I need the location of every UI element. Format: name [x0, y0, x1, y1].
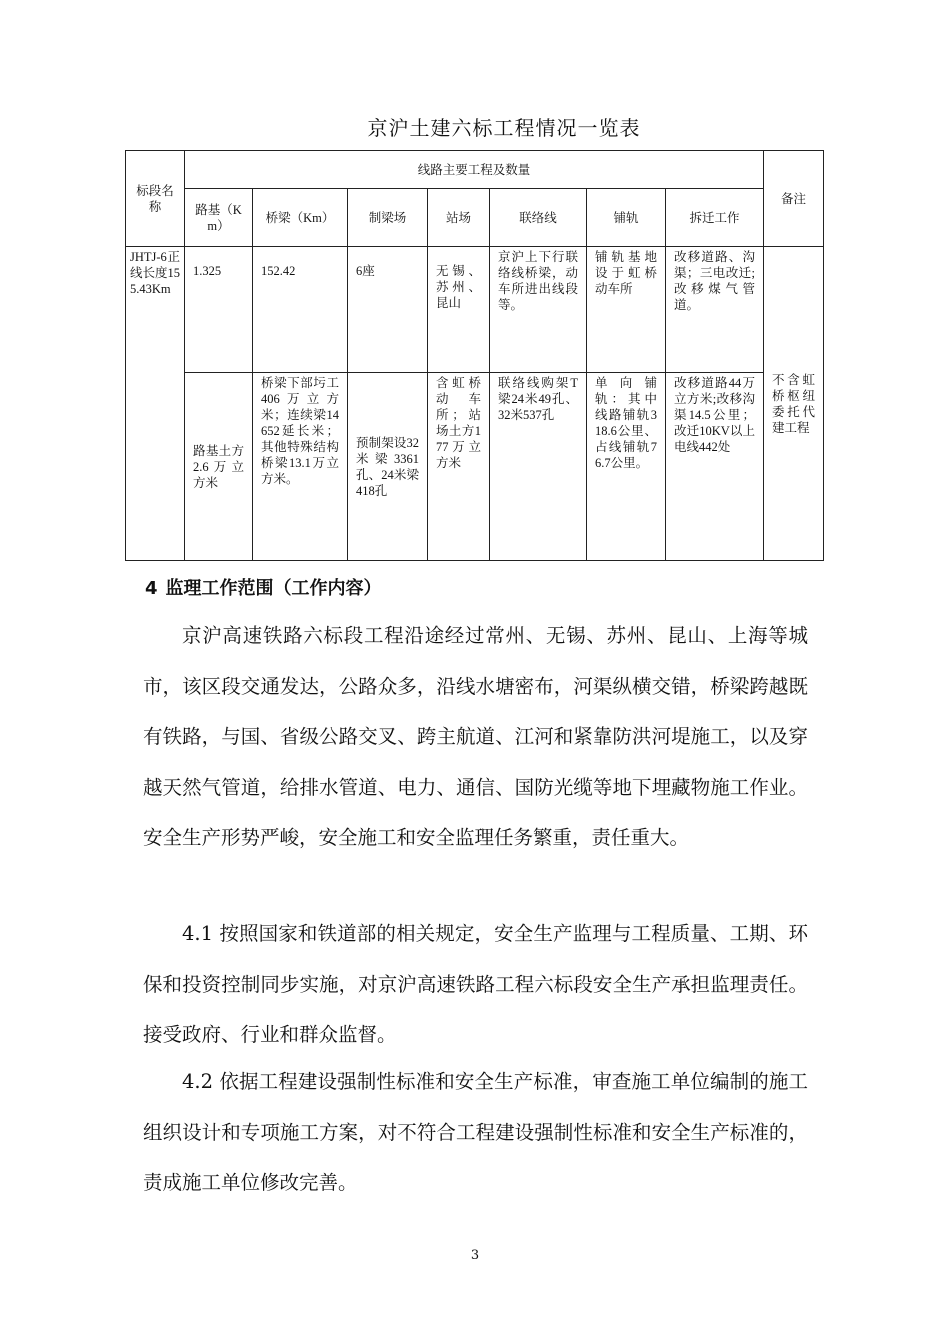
column-header: 铺轨	[587, 189, 666, 247]
segment-name-cell: JHTJ-6正线长度155.43Km	[126, 247, 185, 561]
column-header: 路基（Km）	[185, 189, 253, 247]
column-header: 站场	[428, 189, 490, 247]
segment-header: 标段名称	[126, 151, 185, 247]
paragraph-4-1: 4.1 按照国家和铁道部的相关规定，安全生产监理与工程质量、工期、环保和投资控制同步实施，对京沪高速铁路工程六标段安全生产承担监理责任。接受政府、行业和群众监督。	[143, 922, 808, 1046]
table-cell: 6座	[348, 247, 428, 373]
column-header: 联络线	[490, 189, 587, 247]
project-summary-table	[125, 150, 824, 561]
column-header: 拆迁工作	[666, 189, 764, 247]
section-title: 监理工作范围（工作内容）	[165, 578, 382, 599]
table-cell: 铺轨基地设于虹桥动车所	[587, 247, 666, 373]
table-cell: 改移道路、沟渠；三电改迁;改移煤气管道。	[666, 247, 764, 373]
table-cell: 京沪上下行联络线桥梁，动车所进出线段等。	[490, 247, 587, 373]
remark-cell: 不含虹桥枢纽委托代建工程	[764, 247, 824, 561]
section-number: 4	[145, 578, 158, 599]
table-cell: 路基土方 2.6万立方米	[185, 373, 253, 561]
paragraph-intro: 京沪高速铁路六标段工程沿途经过常州、无锡、苏州、昆山、上海等城市，该区段交通发达，公路众多，沿线水塘密布，河渠纵横交错，桥梁跨越既有铁路，与国、省级公路交叉、跨主航道、江河和紧靠防洪河堤施工，以及穿越天然气管道，给排水管道、电力、通信、国防光缆等地下埋藏物施工作业。安全生产形势严峻，安全施工和安全监理任务繁重，责任重大。	[143, 624, 808, 849]
table-cell: 含虹桥动车所；站场土方177万立方米	[428, 373, 490, 561]
table-cell: 无锡、苏州、昆山	[428, 247, 490, 373]
table-cell: 预制架设32米梁3361孔、24米梁418孔	[348, 373, 428, 561]
column-header: 桥梁（Km）	[253, 189, 348, 247]
page-number: 3	[470, 1248, 480, 1263]
table-cell: 1.325	[185, 247, 253, 373]
paragraph-4-2: 4.2 依据工程建设强制性标准和安全生产标准，审查施工单位编制的施工组织设计和专项施工方案，对不符合工程建设强制性标准和安全生产标准的，责成施工单位修改完善。	[143, 1070, 808, 1194]
group-header: 线路主要工程及数量	[185, 151, 764, 189]
column-header: 制梁场	[348, 189, 428, 247]
table-cell: 152.42	[253, 247, 348, 373]
table-cell: 改移道路44万立方米;改移沟渠14.5公里；改迁10KV以上电线442处	[666, 373, 764, 561]
table-cell: 联络线购架T梁24米49孔、32米537孔	[490, 373, 587, 561]
table-title: 京沪土建六标工程情况一览表	[367, 116, 641, 140]
table-cell: 单向铺轨：其中线路铺轨318.6公里、占线铺轨76.7公里。	[587, 373, 666, 561]
table-cell: 桥梁下部圬工406万立方米；连续梁14652延长米；其他特殊结构桥梁13.1万立方米。	[253, 373, 348, 561]
remark-header: 备注	[764, 151, 824, 247]
section-heading	[145, 574, 390, 600]
